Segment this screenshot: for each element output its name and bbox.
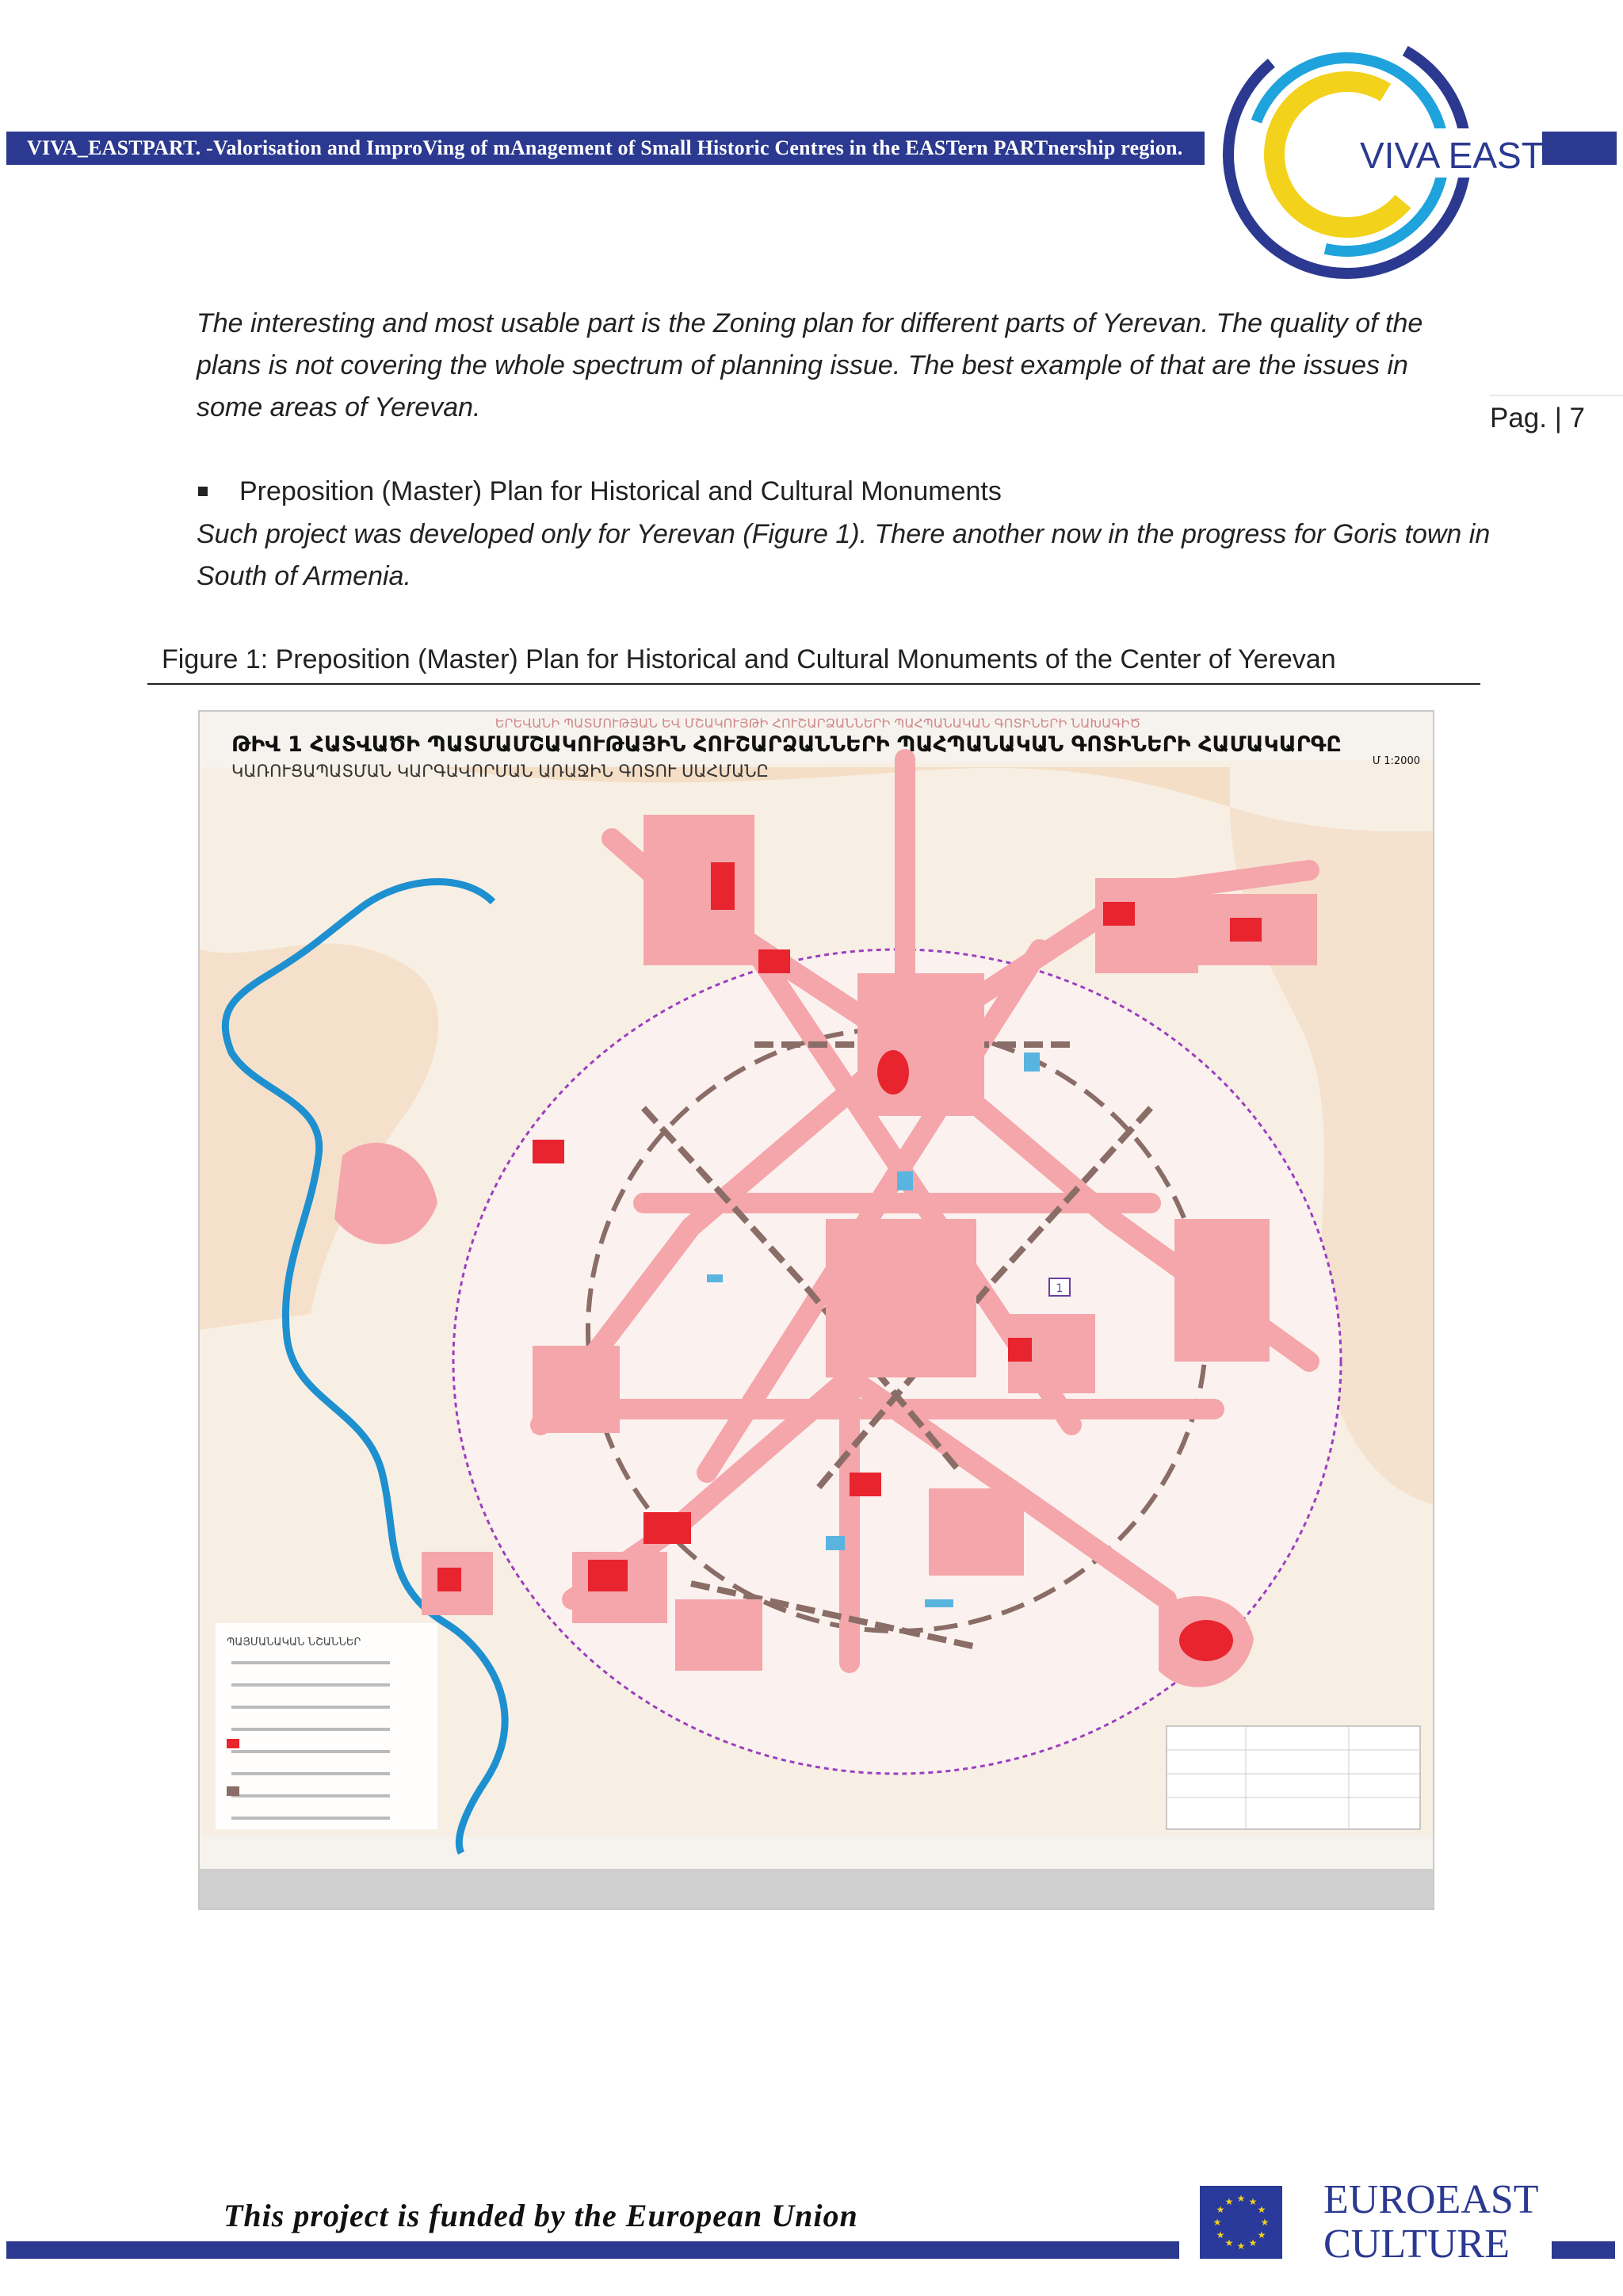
footer-bar — [6, 2241, 1179, 2259]
eu-flag-icon — [1200, 2186, 1282, 2259]
svg-text:★: ★ — [1236, 2241, 1246, 2252]
header-bar-right — [1542, 132, 1617, 165]
svg-text:★: ★ — [1248, 2237, 1258, 2248]
footer-bar-right — [1552, 2241, 1615, 2259]
svg-text:★: ★ — [1236, 2193, 1246, 2204]
page-number-rule — [1490, 395, 1623, 396]
svg-text:★: ★ — [1260, 2217, 1270, 2228]
svg-text:★: ★ — [1257, 2204, 1266, 2215]
map-title-small: ԵՐԵՎԱՆԻ ՊԱՏՄՈՒԹՅԱՆ ԵՎ ՄՇԱԿՈՒՅԹԻ ՀՈՒՇԱՐՁԱՆՆԵՐԻ ՊԱՀՊԱՆԱԿԱՆ ԳՈՏԻՆԵՐԻ ՆԱԽԱԳԻԾ — [495, 716, 1141, 731]
svg-text:★: ★ — [1248, 2196, 1258, 2207]
funding-statement: This project is funded by the European Union — [223, 2198, 858, 2233]
logo-line-1: EUROEAST — [1323, 2177, 1539, 2222]
bullet-item — [197, 471, 1002, 513]
map-scale: Մ 1:2000 — [1372, 755, 1420, 767]
intro-paragraph: The interesting and most usable part is the Zoning plan for different parts of Yerevan. The quality of the plans is not covering the whole spectrum of planning issue. The best example of that are the issues in some areas of Yerevan. — [197, 308, 1423, 422]
svg-text:★: ★ — [1212, 2217, 1222, 2228]
viva-east-logo — [1212, 24, 1545, 285]
svg-text:★: ★ — [1216, 2229, 1225, 2241]
map-legend-title: ՊԱՅՄԱՆԱԿԱՆ ՆՇԱՆՆԵՐ — [227, 1637, 361, 1648]
caption-underline — [147, 683, 1480, 685]
project-paragraph: Such project was developed only for Yerevan (Figure 1). There another now in the progress for Goris town in South of Armenia. — [197, 519, 1491, 591]
page-number: Pag. | 7 — [1490, 403, 1586, 434]
svg-text:★: ★ — [1257, 2229, 1266, 2241]
svg-text:★: ★ — [1224, 2196, 1234, 2207]
logo-line-2: CULTURE — [1323, 2222, 1510, 2267]
project-title: VIVA_EASTPART. -Valorisation and ImproVing of mAnagement of Small Historic Centres in the EASTern PARTnership region. — [27, 136, 1183, 159]
map-subtitle: ԿԱՌՈՒՑԱՊԱՏՄԱՆ ԿԱՐԳԱՎՈՐՄԱՆ ԱՌԱՋԻՆ ԳՈՏՈՒ ՍԱՀՄԱՆԸ — [231, 762, 769, 781]
euroeast-culture-logo — [1323, 2178, 1539, 2267]
master-plan-map — [198, 710, 1434, 1910]
figure-caption: Figure 1: Preposition (Master) Plan for Historical and Cultural Monuments of the Center of Yerevan — [162, 644, 1336, 674]
map-block-label: 1 — [1056, 1282, 1064, 1295]
bullet-text: Preposition (Master) Plan for Historical and Cultural Monuments — [239, 476, 1002, 506]
svg-text:★: ★ — [1224, 2237, 1234, 2248]
map-title-main: ԹԻՎ 1 ՀԱՏՎԱԾԻ ՊԱՏՄԱՄՇԱԿՈՒԹԱՅԻՆ ՀՈՒՇԱՐՁԱՆՆԵՐԻ ՊԱՀՊԱՆԱԿԱՆ ԳՈՏԻՆԵՐԻ ՀԱՄԱԿԱՐԳԸ — [231, 732, 1342, 757]
viva-east-logo-text: VIVA EAST — [1360, 135, 1544, 176]
svg-text:★: ★ — [1216, 2204, 1225, 2215]
bullet-square-icon — [198, 487, 208, 496]
